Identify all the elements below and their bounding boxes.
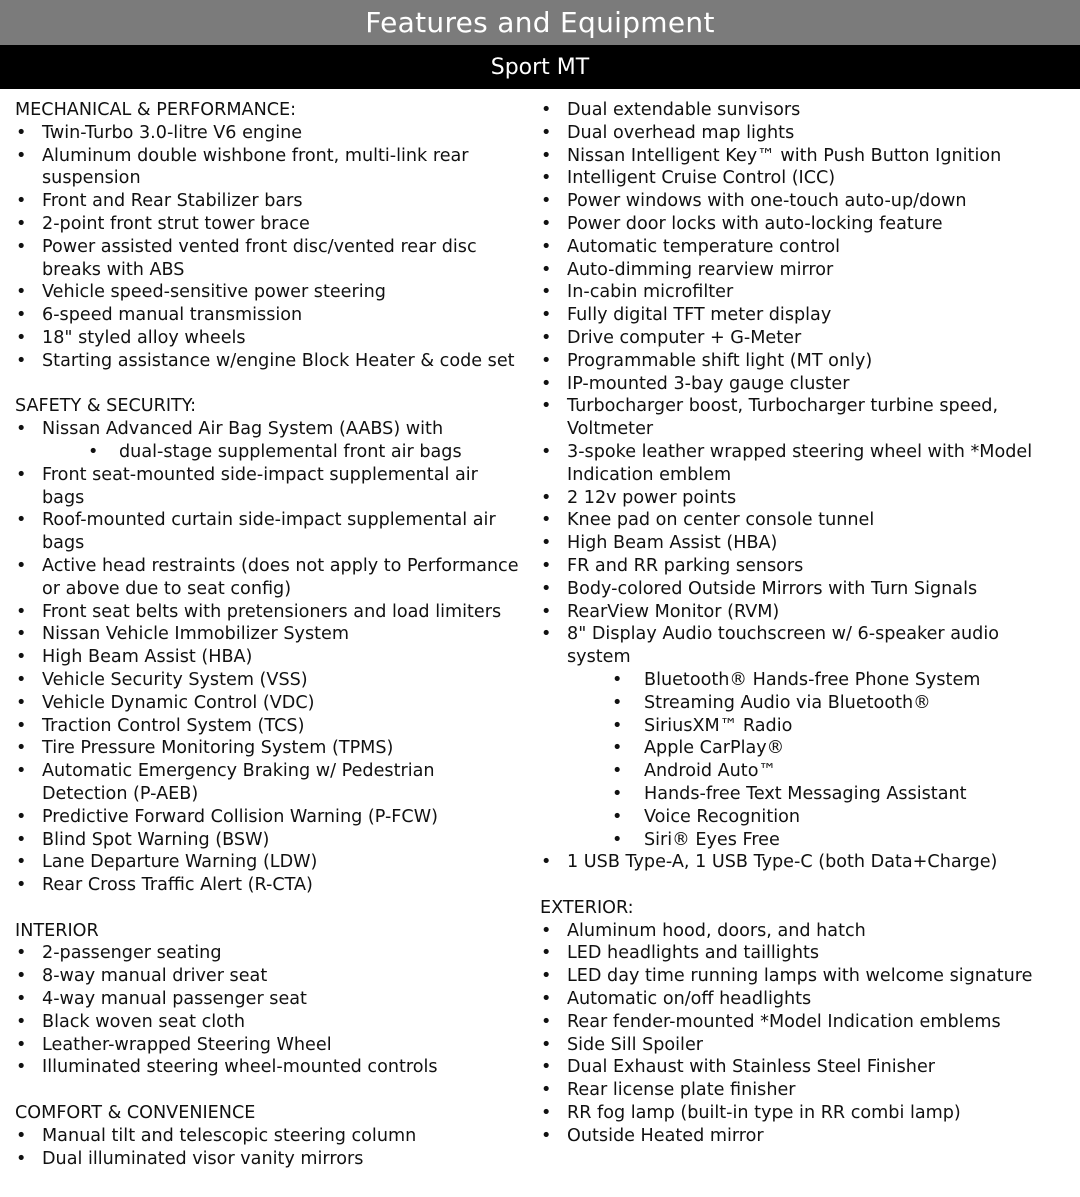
feature-item: • RearView Monitor (RVM) xyxy=(540,601,1070,624)
feature-sub-item: • Voice Recognition xyxy=(540,806,1070,829)
feature-item: • FR and RR parking sensors xyxy=(540,555,1070,578)
trim-bar xyxy=(0,45,1080,89)
feature-item: • Lane Departure Warning (LDW) xyxy=(15,851,540,874)
feature-sub-item: • Bluetooth® Hands-free Phone System xyxy=(540,669,1070,692)
feature-item: • Turbocharger boost, Turbocharger turbine speed, xyxy=(540,395,1070,418)
feature-item: • Auto-dimming rearview mirror xyxy=(540,259,1070,282)
feature-sub-item: • Android Auto™ xyxy=(540,760,1070,783)
feature-item: • 2 12v power points xyxy=(540,487,1070,510)
feature-item: • Dual overhead map lights xyxy=(540,122,1070,145)
feature-item: • Front seat-mounted side-impact supplemental air xyxy=(15,464,540,487)
right-column xyxy=(540,99,1070,1148)
feature-item: • 2-passenger seating xyxy=(15,942,540,965)
feature-item: • Nissan Intelligent Key™ with Push Button Ignition xyxy=(540,145,1070,168)
feature-item: • Active head restraints (does not apply to Performance xyxy=(15,555,540,578)
feature-item: • Knee pad on center console tunnel xyxy=(540,509,1070,532)
feature-item-continued: or above due to seat config) xyxy=(42,578,292,599)
section-heading: COMFORT & CONVENIENCE xyxy=(15,1103,256,1124)
feature-item: • Rear Cross Traffic Alert (R-CTA) xyxy=(15,874,540,897)
feature-item: • Tire Pressure Monitoring System (TPMS) xyxy=(15,737,540,760)
feature-item: • Side Sill Spoiler xyxy=(540,1034,1070,1057)
feature-item: • High Beam Assist (HBA) xyxy=(540,532,1070,555)
feature-item-continued: bags xyxy=(42,487,85,508)
feature-item: • 8-way manual driver seat xyxy=(15,965,540,988)
feature-item: • Vehicle speed-sensitive power steering xyxy=(15,281,540,304)
section-heading: INTERIOR xyxy=(15,920,99,941)
feature-sub-item: • SiriusXM™ Radio xyxy=(540,715,1070,738)
feature-item: • Automatic Emergency Braking w/ Pedestrian xyxy=(15,760,540,783)
feature-item: • Dual illuminated visor vanity mirrors xyxy=(15,1148,540,1171)
spacer xyxy=(15,897,540,920)
feature-item: • Drive computer + G-Meter xyxy=(540,327,1070,350)
feature-item: • Twin-Turbo 3.0-litre V6 engine xyxy=(15,122,540,145)
feature-item: • Dual Exhaust with Stainless Steel Finisher xyxy=(540,1056,1070,1079)
feature-item: • 8" Display Audio touchscreen w/ 6-speaker audio xyxy=(540,623,1070,646)
section-heading: MECHANICAL & PERFORMANCE: xyxy=(15,100,297,120)
spacer xyxy=(15,1079,540,1102)
feature-item: • Black woven seat cloth xyxy=(15,1011,540,1034)
feature-item: • Nissan Vehicle Immobilizer System xyxy=(15,623,540,646)
feature-item: • Power door locks with auto-locking feature xyxy=(540,213,1070,236)
feature-item: • Power windows with one-touch auto-up/down xyxy=(540,190,1070,213)
feature-item: • 6-speed manual transmission xyxy=(15,304,540,327)
feature-item: • Aluminum double wishbone front, multi-link rear xyxy=(15,145,540,168)
feature-item: • Manual tilt and telescopic steering column xyxy=(15,1125,540,1148)
feature-item: • 4-way manual passenger seat xyxy=(15,988,540,1011)
feature-item: • Programmable shift light (MT only) xyxy=(540,350,1070,373)
feature-item: • 1 USB Type-A, 1 USB Type-C (both Data+Charge) xyxy=(540,851,1070,874)
feature-item: • 2-point front strut tower brace xyxy=(15,213,540,236)
feature-item: • 18" styled alloy wheels xyxy=(15,327,540,350)
feature-item: • LED headlights and taillights xyxy=(540,942,1070,965)
feature-item: • Starting assistance w/engine Block Heater & code set xyxy=(15,350,540,373)
spacer xyxy=(15,373,540,396)
feature-item: • Outside Heated mirror xyxy=(540,1125,1070,1148)
trim-name: Sport MT xyxy=(490,54,590,80)
feature-item: • High Beam Assist (HBA) xyxy=(15,646,540,669)
feature-item: • IP-mounted 3-bay gauge cluster xyxy=(540,373,1070,396)
section-heading: SAFETY & SECURITY: xyxy=(15,396,197,417)
feature-item: • Aluminum hood, doors, and hatch xyxy=(540,920,1070,943)
feature-item: • Automatic temperature control xyxy=(540,236,1070,259)
feature-sub-item: • Hands-free Text Messaging Assistant xyxy=(540,783,1070,806)
feature-item-continued: system xyxy=(567,647,631,668)
page-title: Features and Equipment xyxy=(365,6,715,39)
feature-item: • Front seat belts with pretensioners and load limiters xyxy=(15,601,540,624)
feature-item: • Blind Spot Warning (BSW) xyxy=(15,829,540,852)
feature-item: • Traction Control System (TCS) xyxy=(15,715,540,738)
feature-item: • Roof-mounted curtain side-impact supplemental air xyxy=(15,509,540,532)
feature-item-continued: suspension xyxy=(42,168,141,189)
feature-item-continued: breaks with ABS xyxy=(42,259,185,280)
feature-item: • Nissan Advanced Air Bag System (AABS) with xyxy=(15,418,540,441)
feature-sub-item: • dual-stage supplemental front air bags xyxy=(15,441,540,464)
features-title-bar xyxy=(0,0,1080,45)
feature-item-continued: Voltmeter xyxy=(567,419,654,440)
feature-item: • Intelligent Cruise Control (ICC) xyxy=(540,167,1070,190)
feature-item-continued: Detection (P-AEB) xyxy=(42,783,199,804)
feature-item: • Vehicle Security System (VSS) xyxy=(15,669,540,692)
feature-item: • Rear fender-mounted *Model Indication emblems xyxy=(540,1011,1070,1034)
feature-columns xyxy=(0,89,1080,1189)
feature-item: • Leather-wrapped Steering Wheel xyxy=(15,1034,540,1057)
left-column xyxy=(15,99,540,1170)
feature-item: • Front and Rear Stabilizer bars xyxy=(15,190,540,213)
feature-item: • Vehicle Dynamic Control (VDC) xyxy=(15,692,540,715)
feature-item: • In-cabin microfilter xyxy=(540,281,1070,304)
feature-sub-item: • Streaming Audio via Bluetooth® xyxy=(540,692,1070,715)
feature-item: • Fully digital TFT meter display xyxy=(540,304,1070,327)
feature-item-continued: Indication emblem xyxy=(567,464,732,485)
feature-item: • RR fog lamp (built-in type in RR combi lamp) xyxy=(540,1102,1070,1125)
feature-item: • Illuminated steering wheel-mounted controls xyxy=(15,1056,540,1079)
feature-item: • LED day time running lamps with welcome signature xyxy=(540,965,1070,988)
feature-sub-item: • Apple CarPlay® xyxy=(540,737,1070,760)
feature-item: • Rear license plate finisher xyxy=(540,1079,1070,1102)
feature-sub-item: • Siri® Eyes Free xyxy=(540,829,1070,852)
feature-item: • 3-spoke leather wrapped steering wheel with *Model xyxy=(540,441,1070,464)
section-heading: EXTERIOR: xyxy=(540,897,634,918)
feature-item: • Automatic on/off headlights xyxy=(540,988,1070,1011)
feature-item-continued: bags xyxy=(42,533,85,554)
feature-item: • Dual extendable sunvisors xyxy=(540,99,1070,122)
feature-item: • Power assisted vented front disc/vented rear disc xyxy=(15,236,540,259)
spacer xyxy=(540,874,1070,897)
feature-item: • Predictive Forward Collision Warning (P-FCW) xyxy=(15,806,540,829)
feature-item: • Body-colored Outside Mirrors with Turn Signals xyxy=(540,578,1070,601)
